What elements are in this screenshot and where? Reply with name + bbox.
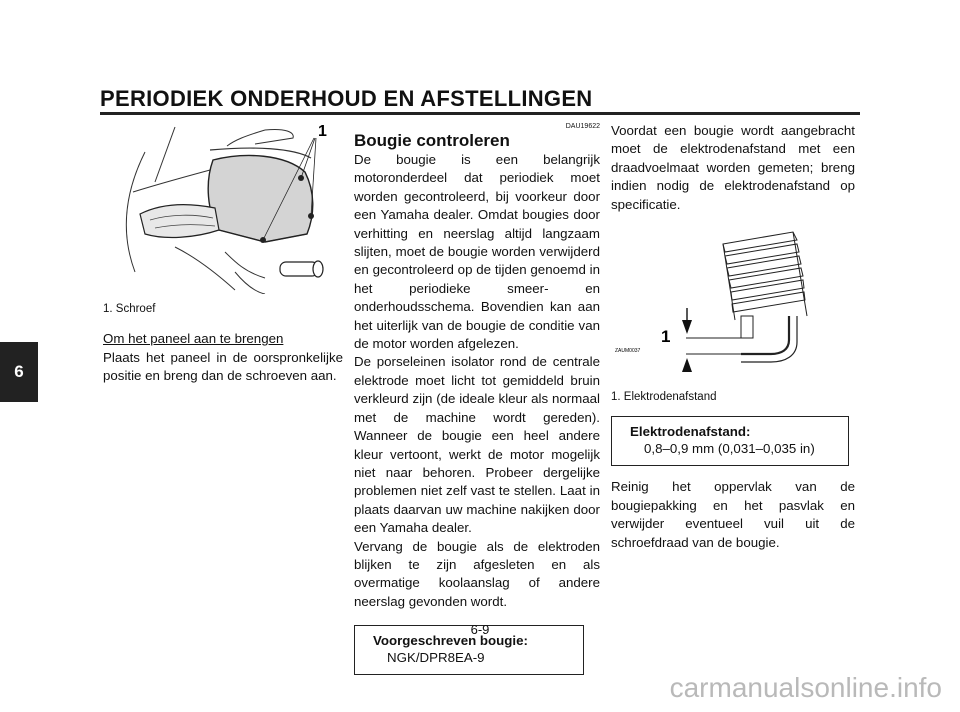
spec-value: 0,8–0,9 mm (0,031–0,035 in) [644,441,815,457]
figure-caption: 1. Elektrodenafstand [611,391,717,404]
spec-label: Voorgeschreven bougie: [373,633,528,649]
spark-plug-gap-illustration [611,224,855,374]
left-column [103,122,343,386]
page-number: 6-9 [470,622,490,637]
spec-value: NGK/DPR8EA-9 [387,650,485,666]
body-text: Plaats het paneel in de oorspronkelijke positie en breng dan de schroeven aan. [103,349,343,384]
section-title: Bougie controleren [354,131,510,150]
gap-callout: 1 [661,327,671,347]
chapter-tab: 6 [0,342,38,402]
doc-code: DAU19622 [565,123,600,130]
figure-callout: 1 [318,123,327,140]
subheading: Om het paneel aan te brengen [103,331,284,347]
closing-text: Reinig het oppervlak van de bougiepakking en het pasvlak en verwijder eventueel vuil uit de schroefdraad van de bougie. [611,479,855,550]
figure-code: ZAUM0037 [615,348,641,355]
intro-text: Voordat een bougie wordt aangebracht moet de elektrodenafstand met een draadvoelmaat worden gemeten; breng indien nodig de elektrodenafstand op specificatie. [611,123,855,212]
paragraph: Vervang de bougie als de elektroden blijken te zijn afgesleten en als overmatige koolaanslag of andere neerslag gevonden wordt. [354,538,600,609]
page-title: PERIODIEK ONDERHOUD EN AFSTELLINGEN [100,86,593,111]
middle-column [354,122,600,675]
header-rule [100,112,860,115]
paragraph: De porseleinen isolator rond de centrale elektrode moet licht tot gemiddeld bruin verkleurd zijn (de ideale kleur als normaal met de machine wordt gereden). Wanneer de bougie een heel andere kleur vertoont, werkt de motor mogelijk niet naar behoren. Probeer dergelijke problemen niet zelf vast te stellen. Laat in plaats daarvan uw machine nakijken door een Yamaha dealer. [354,354,600,536]
right-column [611,122,855,552]
electrode-gap-spec-box [611,416,849,466]
spec-label: Elektrodenafstand: [630,424,751,440]
panel-screw-illustration [115,122,340,294]
paragraph: De bougie is een belangrijk motoronderdeel dat periodiek moet worden gecontroleerd, bij voorkeur door een Yamaha dealer. Omdat bougies door verhitting en neerslag altijd langzaam slijten, moet de bougie worden verwijderd en gecontroleerd op de tijden genoemd in het periodieke smeer- en onderhoudsschema. Bovendien kan aan het uiterlijk van de bougie de conditie van de motor worden afgelezen. [354,152,600,352]
watermark: carmanualsonline.info [669,672,942,703]
figure-caption: 1. Schroef [103,303,156,315]
